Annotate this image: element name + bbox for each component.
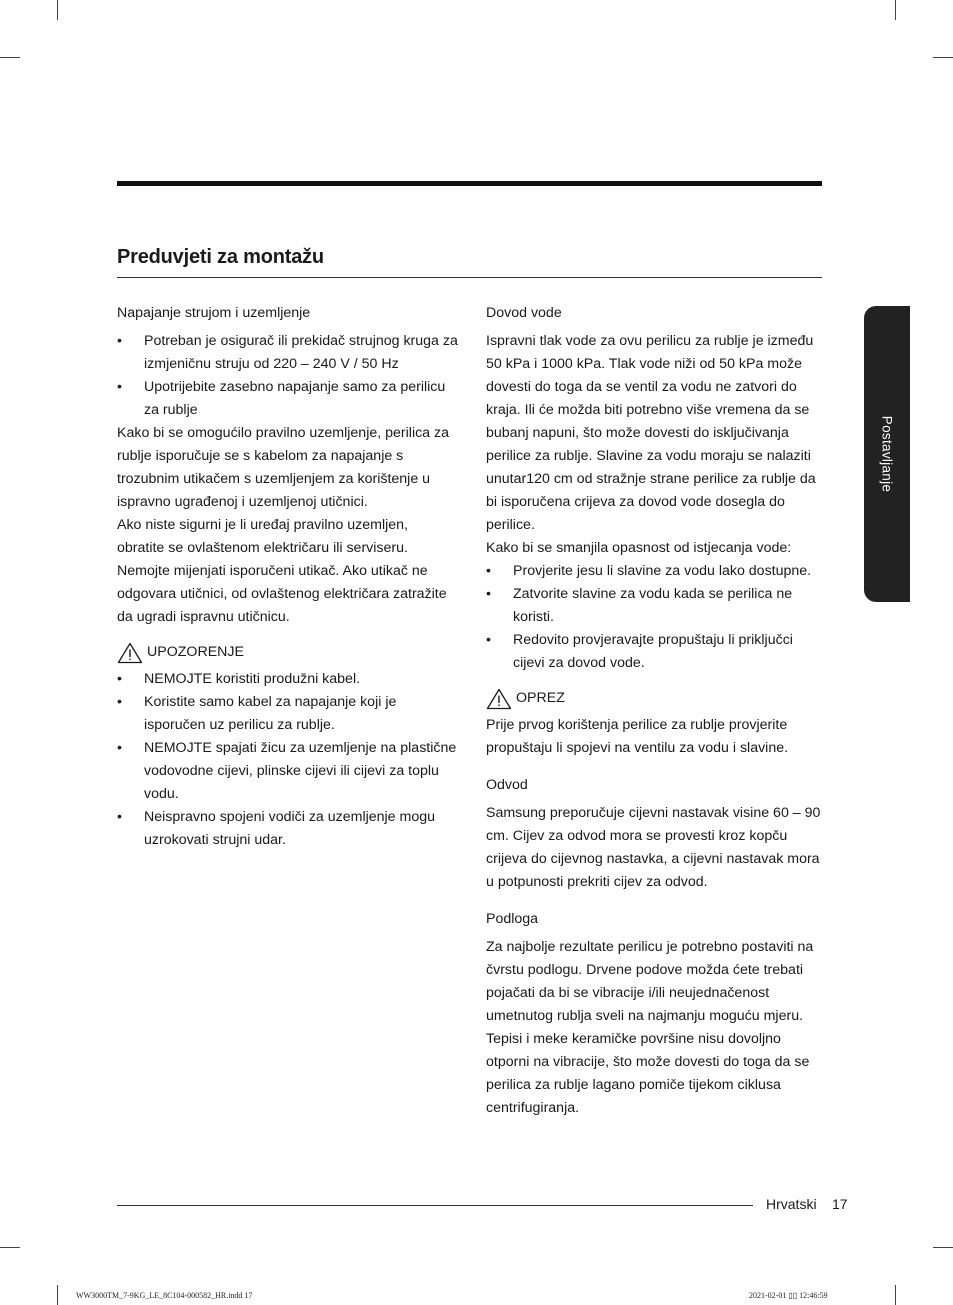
list-item: • Koristite samo kabel za napajanje koji je isporučen uz perilicu za rublje. <box>117 691 459 737</box>
caution-header <box>486 687 824 710</box>
crop-mark <box>57 0 58 20</box>
list-item: • Redovito provjeravajte propuštaju li priključci cijevi za dovod vode. <box>486 629 824 675</box>
side-tab-label: Postavljanje <box>879 415 895 493</box>
footer-rule <box>117 1205 753 1206</box>
leak-bullets <box>486 560 824 675</box>
caution-paragraph: Prije prvog korištenja perilice za rublje provjerite propuštaju li spojevi na ventilu za vodu i slavine. <box>486 717 789 756</box>
crop-mark <box>895 0 896 20</box>
crop-mark <box>933 1247 953 1248</box>
bullet: • <box>486 632 491 648</box>
caution-label: OPREZ <box>516 690 565 706</box>
top-rule <box>117 181 822 186</box>
left-column <box>117 302 459 852</box>
warning-label: UPOZORENJE <box>147 644 244 660</box>
grounding-paragraph: Kako bi se omogućilo pravilno uzemljenje, perilica za rublje isporučuje se s kabelom za napajanje s trozubnim utikačem s uzemljenjem za korištenje u ispravno ugrađenoj i uzemljenoj utičnici. <box>117 425 449 510</box>
page-number: 17 <box>832 1196 848 1212</box>
bullet: • <box>486 563 491 579</box>
title-rule <box>117 277 822 278</box>
section-side-tab <box>864 306 910 602</box>
list-item: • Upotrijebite zasebno napajanje samo za perilicu za rublje <box>117 376 459 422</box>
warning-header <box>117 641 459 664</box>
floor-paragraph: Za najbolje rezultate perilicu je potrebno postaviti na čvrstu podlogu. Drvene podove možda ćete trebati pojačati da bi se vibracije i/ili neujednačenost umetnutog rublja sveli na najmanju moguću mjeru. Tepisi i meke keramičke površine nisu dovoljno otporni na vibracije, što može dovesti do toga da se perilica za rublje lagano pomiče tijekom ciklusa centrifugiranja. <box>486 939 814 1116</box>
page-title: Preduvjeti za montažu <box>117 246 324 268</box>
water-paragraph: Ispravni tlak vode za ovu perilicu za rublje je između 50 kPa i 1000 kPa. Tlak vode niži od 50 kPa može dovesti do toga da se ventil za vodu ne zatvori do kraja. Ili će možda biti potrebno više vremena da se bubanj napuni, što može dovesti do isključivanja perilice za rublje. Slavine za vodu moraju se nalaziti unutar120 cm od stražnje strane perilice za rublje da bi isporučena crijeva za dovod vode dosegla do perilice. <box>486 333 816 533</box>
print-timestamp: 2021-02-01 ▯▯ 12:46:59 <box>749 1291 828 1300</box>
leak-intro: Kako bi se smanjila opasnost od istjecanja vode: <box>486 540 792 556</box>
footer-language: Hrvatski <box>766 1196 817 1212</box>
floor-heading: Podloga <box>486 911 539 927</box>
list-item: • NEMOJTE spajati žicu za uzemljenje na plastične vodovodne cijevi, plinske cijevi ili cijevi za toplu vodu. <box>117 737 459 806</box>
bullet: • <box>486 586 491 602</box>
warning-triangle-icon <box>117 642 143 664</box>
list-item: • Provjerite jesu li slavine za vodu lako dostupne. <box>486 560 824 583</box>
bullet: • <box>117 333 122 349</box>
drain-paragraph: Samsung preporučuje cijevni nastavak visine 60 – 90 cm. Cijev za odvod mora se provesti kroz kopču crijeva do cijevnog nastavka, a cijevni nastavak mora u potpunosti prekriti cijev za odvod. <box>486 805 821 890</box>
bullet: • <box>117 740 122 756</box>
list-item: • NEMOJTE koristiti produžni kabel. <box>117 668 459 691</box>
crop-mark <box>0 1247 20 1248</box>
crop-mark <box>933 57 953 58</box>
list-item: • Potreban je osigurač ili prekidač strujnog kruga za izmjeničnu struju od 220 – 240 V / 50 Hz <box>117 330 459 376</box>
power-bullets <box>117 330 459 422</box>
bullet: • <box>117 379 122 395</box>
electrician-paragraph: Ako niste sigurni je li uređaj pravilno uzemljen, obratite se ovlaštenom električaru ili serviseru. Nemojte mijenjati isporučeni utikač. Ako utikač ne odgovara utičnici, od ovlaštenog električara zatražite da ugradi ispravnu utičnicu. <box>117 517 447 625</box>
bullet: • <box>117 671 122 687</box>
bullet: • <box>117 809 122 825</box>
water-heading: Dovod vode <box>486 305 562 321</box>
right-column <box>486 302 824 1120</box>
print-file-info: WW3000TM_7-9KG_LE_8C104-000582_HR.indd 17 <box>76 1291 253 1300</box>
power-heading: Napajanje strujom i uzemljenje <box>117 305 311 321</box>
list-item: • Neispravno spojeni vodiči za uzemljenje mogu uzrokovati strujni udar. <box>117 806 459 852</box>
warning-bullets <box>117 668 459 852</box>
bullet: • <box>117 694 122 710</box>
crop-mark <box>0 57 20 58</box>
crop-mark <box>895 1285 896 1305</box>
warning-triangle-icon <box>486 688 512 710</box>
list-item: • Zatvorite slavine za vodu kada se perilica ne koristi. <box>486 583 824 629</box>
crop-mark <box>57 1285 58 1305</box>
drain-heading: Odvod <box>486 777 528 793</box>
